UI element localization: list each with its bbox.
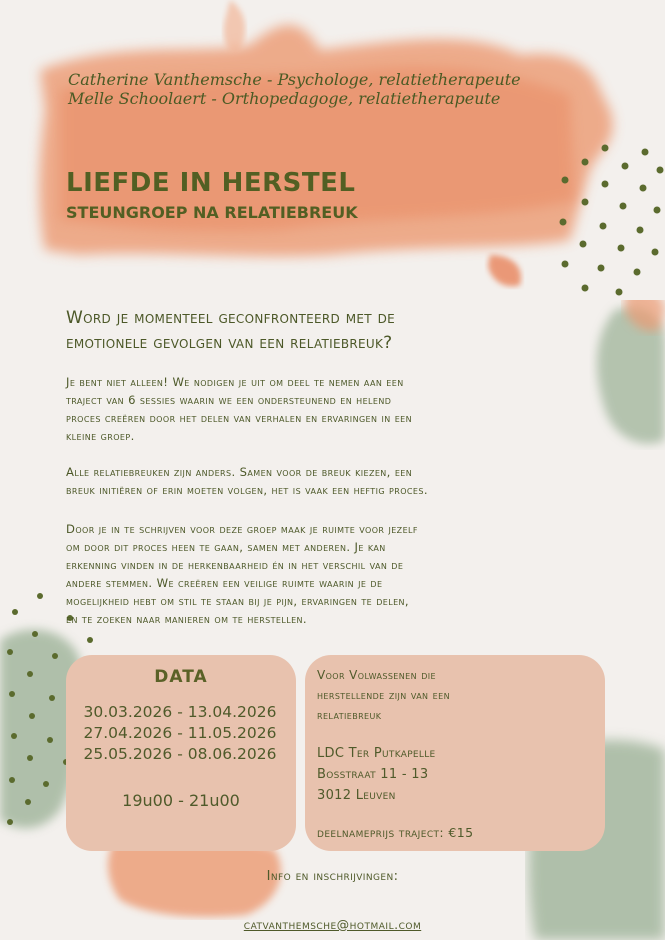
page-subtitle: STEUNGROEP NA RELATIEBREUK [66, 203, 358, 222]
address-line: LDC Ter Putkapelle [317, 746, 436, 761]
address-line: Bosstraat 11 - 13 [317, 767, 429, 782]
text-line: breuk initiëren of erin moeten volgen, het is vaak een heftig proces. [66, 483, 428, 497]
text-line: erkenning vinden in de herkenbaarheid én in het verschil van de [66, 558, 404, 572]
text-line: Voor Volwassenen die [317, 668, 436, 682]
date-range: 30.03.2026 - 13.04.2026 [83, 703, 277, 721]
text-line: traject van 6 sessies waarin we een ondersteunend en helend [66, 393, 392, 407]
address-line: 3012 Leuven [317, 788, 396, 803]
paragraph-group [66, 520, 586, 628]
session-time: 19u00 - 21u00 [122, 791, 240, 810]
dates-list [60, 702, 300, 765]
venue-address [317, 743, 587, 806]
date-range: 25.05.2026 - 08.06.2026 [83, 745, 277, 763]
text-line: Door je in te schrijven voor deze groep maak je ruimte voor jezelf [66, 522, 418, 536]
contact-email-link[interactable]: catvanthemsche@hotmail.com [243, 917, 422, 932]
text-line: Je bent niet alleen! We nodigen je uit om deel te nemen aan een [66, 375, 404, 389]
author-line: Melle Schoolaert - Orthopedagoge, relatietherapeute [68, 89, 501, 108]
contact-label: Info en inschrijvingen: [266, 869, 399, 884]
text-line: mogelijkheid hebt om stil te staan bij je pijn, ervaringen te delen, [66, 594, 409, 608]
dates-card [66, 655, 296, 851]
text-line: andere stemmen. We creëren een veilige ruimte waarin je de [66, 576, 383, 590]
green-watercolor-right [585, 300, 665, 450]
audience-text [317, 665, 587, 725]
dates-heading: DATA [154, 667, 208, 687]
authors [68, 70, 588, 108]
green-dots-decoration [545, 140, 665, 310]
text-line: proces creëren door het delen van verhalen en ervaringen in een [66, 411, 412, 425]
paragraph-breakups [66, 463, 586, 499]
info-card [305, 655, 605, 851]
author-line: Catherine Vanthemsche - Psychologe, relatietherapeute [68, 70, 521, 89]
text-line: Alle relatiebreuken zijn anders. Samen voor de breuk kiezen, een [66, 465, 413, 479]
date-range: 27.04.2026 - 11.05.2026 [83, 724, 277, 742]
page-title: LIEFDE IN HERSTEL [66, 168, 356, 198]
text-line: herstellende zijn van een [317, 688, 450, 702]
intro-question [66, 306, 566, 356]
text-line: om door dit proces heen te gaan, samen met anderen. Je kan [66, 540, 386, 554]
text-line: en te zoeken naar manieren om te herstellen. [66, 612, 308, 626]
question-line: Word je momenteel geconfronteerd met de [66, 308, 396, 328]
paragraph-intro [66, 373, 586, 445]
price-text: deelnameprijs traject: €15 [317, 825, 474, 840]
question-line: emotionele gevolgen van een relatiebreuk? [66, 333, 393, 353]
text-line: kleine groep. [66, 429, 135, 443]
text-line: relatiebreuk [317, 708, 382, 722]
